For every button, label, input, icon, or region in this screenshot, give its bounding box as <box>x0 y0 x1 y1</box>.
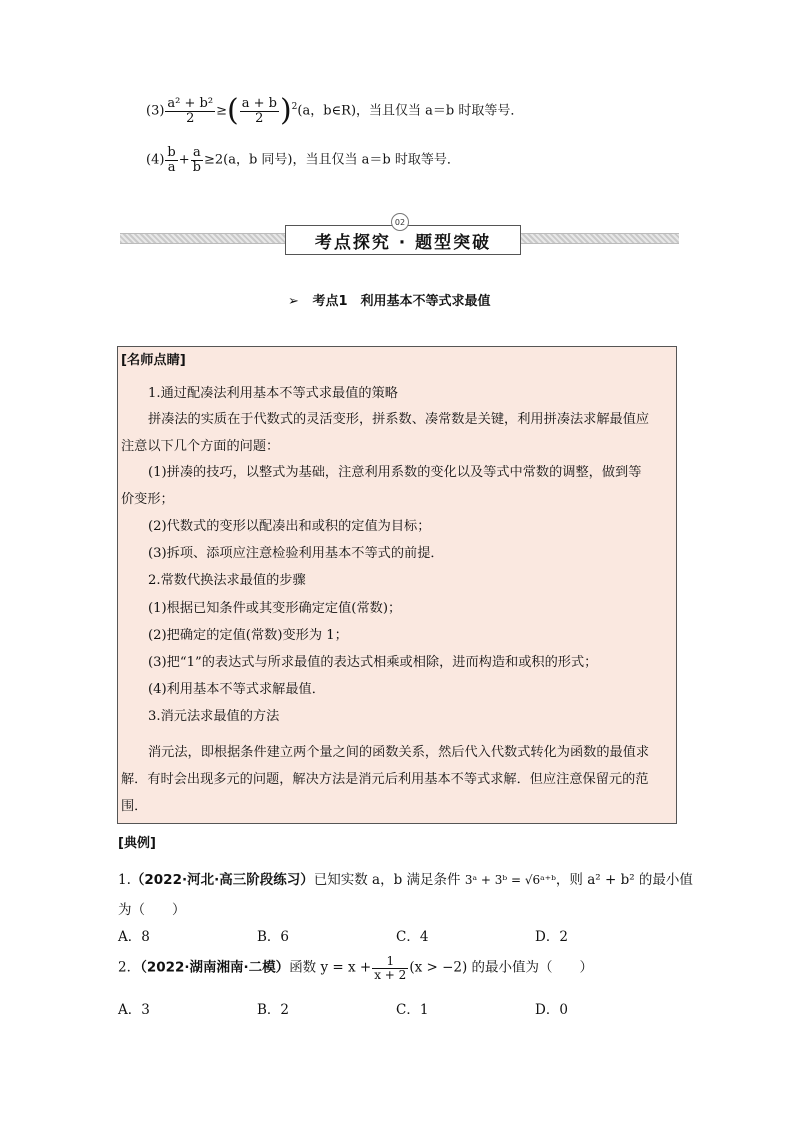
tips-header: [名师点睛] <box>121 353 186 368</box>
formula-3-label: (3) <box>146 103 165 119</box>
question-1-number: 1. <box>118 872 131 888</box>
example-header: [典例] <box>118 836 156 851</box>
banner-badge: 02 <box>391 213 409 231</box>
banner-stripe-left <box>120 233 285 244</box>
tips-line: (1)根据已知条件或其变形确定定值(常数)； <box>148 601 402 616</box>
formula-4: (4) $\frac{b}{a}$ + $\frac{a}{b}$ ≥2(a，b 同号)，当且仅当 a＝b 时取等号． <box>146 145 460 175</box>
question-2-number: 2． <box>118 959 141 976</box>
formula-3-rhs-fraction: $\frac{a + b}{2}$ <box>241 95 277 126</box>
tips-line: 拼凑法的实质在于代数式的灵活变形，拼系数、凑常数是关键，利用拼凑法求解最值应 <box>148 412 650 427</box>
banner-stripe-right <box>519 233 679 244</box>
question-2-source: （2022·湖南湘南·二模） <box>140 959 290 976</box>
tips-line: 注意以下几个方面的问题： <box>121 439 280 454</box>
q2-option-c[interactable]: C．1 <box>396 1002 429 1018</box>
banner-title: 考点探究 · 题型突破 <box>285 225 521 255</box>
tips-line: (2)把确定的定值(常数)变形为 1； <box>148 628 348 643</box>
question-2-fraction: $\frac{1}{x + 2}$ <box>374 954 407 982</box>
arrow-icon: ➢ <box>288 294 299 309</box>
tips-line: (2)代数式的变形以配凑出和或积的定值为目标； <box>148 519 431 534</box>
q1-option-a[interactable]: A．8 <box>118 929 150 945</box>
formula-3-condition: (a，b∈R)，当且仅当 a＝b 时取等号． <box>297 103 524 119</box>
section-title: ➢ 考点1 利用基本不等式求最值 <box>288 294 491 309</box>
tips-line: 围． <box>121 799 148 814</box>
tips-line: 解．有时会出现多元的问题，解决方法是消元后利用基本不等式求解．但应注意保留元的范 <box>121 772 649 787</box>
formula-4-label: (4) <box>146 152 165 168</box>
formula-3-exponent: 2 <box>291 102 298 113</box>
q2-option-b[interactable]: B．2 <box>257 1002 290 1018</box>
question-1: 1.（2022·河北·高三阶段练习）已知实数 a，b 满足条件 3ᵃ + 3ᵇ = √6ᵃ⁺ᵇ，则 a² + b² 的最小值 <box>118 872 693 888</box>
tips-line: (3)拆项、添项应注意检验利用基本不等式的前提． <box>148 546 444 561</box>
tips-line: 价变形； <box>121 492 174 507</box>
tips-line: 3.消元法求最值的方法 <box>148 709 280 724</box>
question-1-source: （2022·河北·高三阶段练习） <box>130 872 314 888</box>
tips-line: 1.通过配凑法利用基本不等式求最值的策略 <box>148 386 398 401</box>
tips-line: (4)利用基本不等式求解最值． <box>148 682 325 697</box>
tips-line: 消元法，即根据条件建立两个量之间的函数关系，然后代入代数式转化为函数的最值求 <box>148 745 650 760</box>
q2-option-a[interactable]: A．3 <box>118 1002 150 1018</box>
tips-line: 2.常数代换法求最值的步骤 <box>148 573 306 588</box>
formula-4-term2: $\frac{a}{b}$ <box>192 145 201 175</box>
tips-line: (3)把“1”的表达式与所求最值的表达式相乘或相除，进而构造和或积的形式； <box>148 655 598 670</box>
question-2: 2．（2022·湖南湘南·二模）函数 y = x + $\frac{1}{x + 2}$ (x > −2) 的最小值为（ ） <box>118 954 594 982</box>
formula-4-condition: ≥2(a，b 同号)，当且仅当 a＝b 时取等号． <box>203 152 460 168</box>
q1-option-d[interactable]: D．2 <box>535 929 568 945</box>
question-1-formula: 3ᵃ + 3ᵇ = √6ᵃ⁺ᵇ <box>464 873 556 887</box>
q1-option-b[interactable]: B．6 <box>257 929 290 945</box>
tips-box <box>117 346 677 824</box>
q2-option-d[interactable]: D．0 <box>535 1002 568 1018</box>
formula-3: (3) $\frac{\text{a² + b²}}{2}$ ≥( $\frac{a + b}{2}$ )$^2$(a，b∈R)，当且仅当 a＝b 时取等号． <box>146 93 524 128</box>
question-1-tail: 为（ ） <box>118 902 186 918</box>
tips-line: (1)拼凑的技巧，以整式为基础，注意利用系数的变化以及等式中常数的调整，做到等 <box>148 465 642 480</box>
formula-3-lhs-fraction: $\frac{\text{a² + b²}}{2}$ <box>167 95 214 126</box>
formula-4-term1: $\frac{b}{a}$ <box>167 145 176 175</box>
q1-option-c[interactable]: C．4 <box>396 929 429 945</box>
